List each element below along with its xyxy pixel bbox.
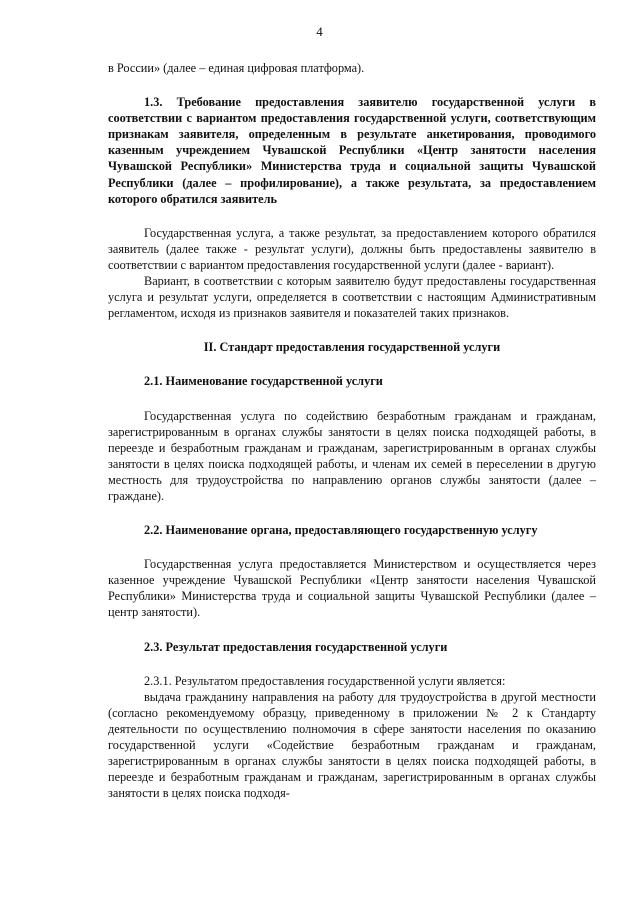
paragraph-result-2-3-1: 2.3.1. Результатом предоставления государственной услуги является: <box>144 673 506 688</box>
page-number: 4 <box>316 24 323 39</box>
page-content <box>108 60 596 801</box>
heading-section-2-1: 2.1. Наименование государственной услуги <box>144 374 383 389</box>
heading-section-1-3: 1.3. Требование предоставления заявителю государственной услуги в соответствии с вариантом предоставления государственной услуги, соответствующим признакам заявителя, определенным в результате анкетирования, проводимого казенным учреждением Чувашской Республики «Центр занятости населения Чувашской Республики» Министерства труда и социальной защиты Чувашской Республики (далее – профилирование), а также результата, за предоставлением которого обратился заявитель <box>108 95 596 206</box>
heading-section-2-2: 2.2. Наименование органа, предоставляющего государственную услугу <box>144 523 538 538</box>
paragraph-referral-issuance: выдача гражданину направления на работу для трудоустройства в другой местности (согласно рекомендуемому образцу, приведенному в приложении № 2 к Стандарту деятельности по осуществлению полномочия в сфере занятости населения по оказанию государственной услуги «Содействие безработным гражданам и гражданам, зарегистрированным в органах службы занятости в целях поиска подходящей работы, в переезде и безработным гражданам и гражданам, зарегистрированным в органах службы занятости в целях поиска подходя- <box>108 689 596 801</box>
heading-section-2-3: 2.3. Результат предоставления государственной услуги <box>144 639 448 654</box>
paragraph-platform-continuation: в России» (далее – единая цифровая платформа). <box>108 61 365 75</box>
paragraph-result-of-service: Государственная услуга, а также результат, за предоставлением которого обратился заявитель (далее также - результат услуги), должны быть предоставлены заявителю в соответствии с вариантом предоставления государственной услуги (далее - вариант). <box>108 225 596 272</box>
heading-section-ii: II. Стандарт предоставления государственной услуги <box>203 340 501 355</box>
paragraph-variant: Вариант, в соответствии с которым заявителю будут предоставлены государственная услуга и результат услуги, определяется в соответствии с настоящим Административным регламентом, исходя из признаков заявителя и показателей таких признаков. <box>108 274 596 321</box>
paragraph-providing-body: Государственная услуга предоставляется Министерством и осуществляется через казенное учреждение Чувашской Республики «Центр занятости населения Чувашской Республики» Министерства труда и социальной защиты Чувашской Республики (далее – центр занятости). <box>108 557 596 620</box>
paragraph-service-name: Государственная услуга по содействию безработным гражданам и гражданам, зарегистрированным в органах службы занятости в целях поиска подходящей работы, в переезде и безработным гражданам и гражданам, зарегистрированным в органах службы занятости в целях поиска подходящей работы, и членам их семей в переселении в другую местность для трудоустройства по направлению органов службы занятости (далее – граждане). <box>108 408 596 503</box>
